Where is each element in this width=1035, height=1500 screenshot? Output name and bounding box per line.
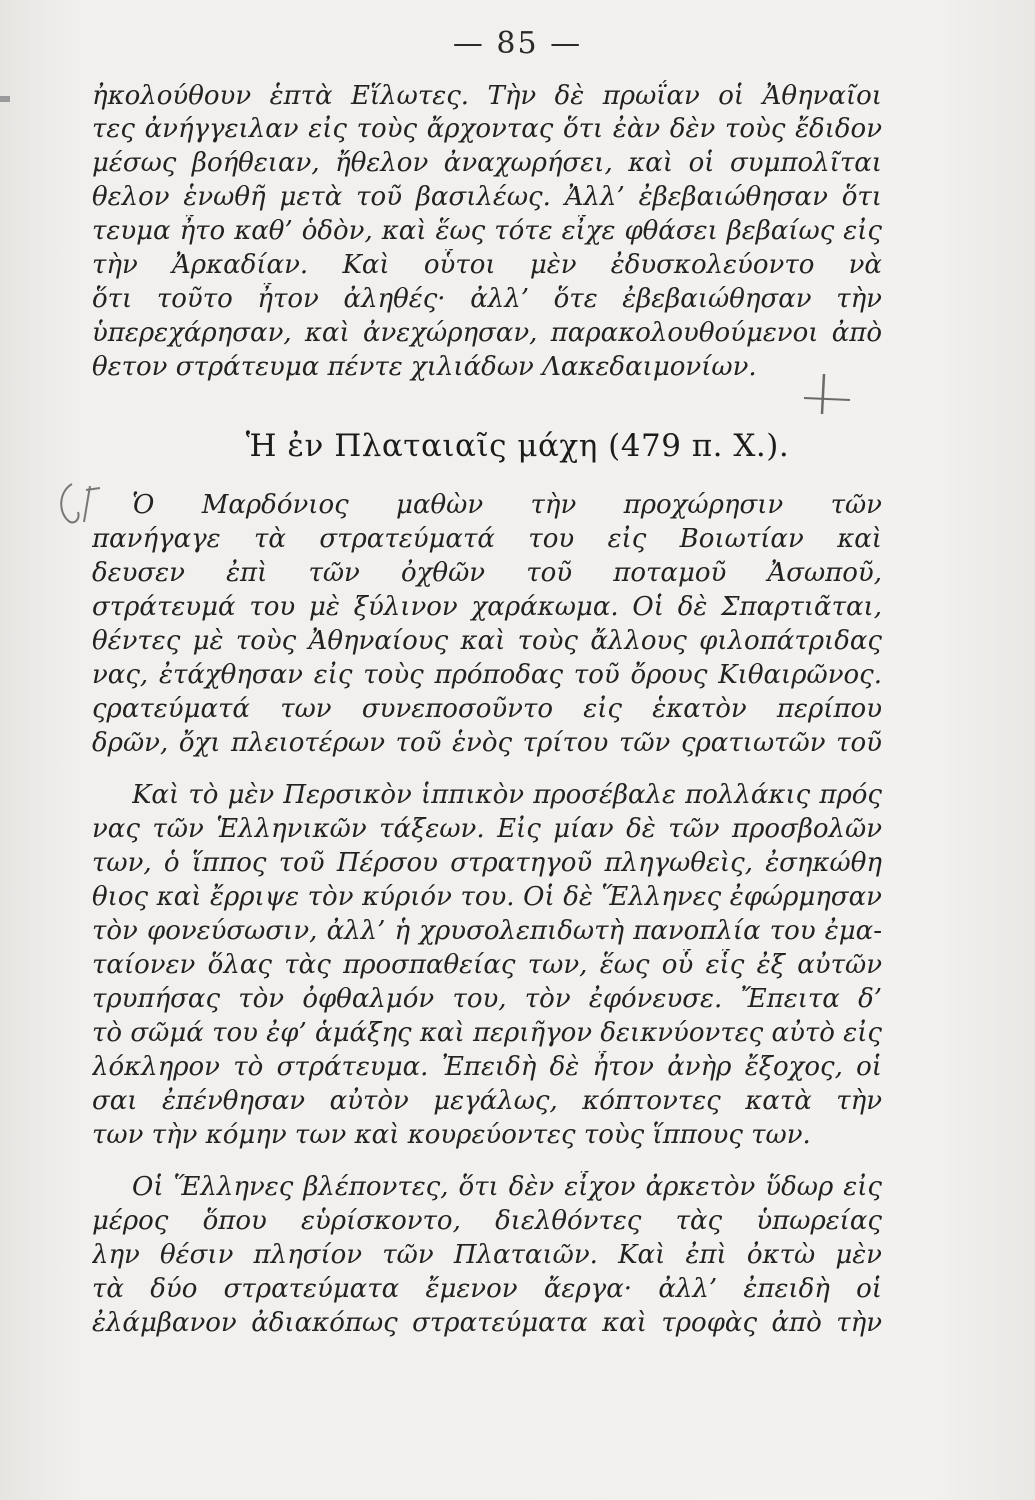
text-line: θελον ἑνωθῆ μετὰ τοῦ βασιλέως. Ἀλλ’ ἐβεβαιώθησαν ὅτι [92,182,882,212]
text-line: τες ἀνήγγειλαν εἰς τοὺς ἄρχοντας ὅτι ἐὰν δὲν τοὺς ἔδιδον [92,114,882,144]
text-line: τὰ δύο στρατεύματα ἔμενον ἄεργα· ἀλλ’ ἐπειδὴ οἱ [92,1274,882,1304]
text-line: τὸ σῶμά του ἐφ’ ἁμάξης καὶ περιῆγον δεικνύοντες αὐτὸ εἰς [92,1018,882,1048]
text-line: τρυπήσας τὸν ὀφθαλμόν του, τὸν ἐφόνευσε. Ἔπειτα δ’ [92,984,882,1014]
text-line: θέντες μὲ τοὺς Ἀθηναίους καὶ τοὺς ἄλλους φιλοπάτριδας [92,626,882,656]
handwritten-margin-mark [52,478,112,528]
text-line: ὑπερεχάρησαν, καὶ ἀνεχώρησαν, παρακολουθούμενοι ἀπὸ [92,318,882,348]
section-title: Ἡ ἐν Πλαταιαῖς μάχη (479 π. Χ.). [245,428,790,464]
text-line: Καὶ τὸ μὲν Περσικὸν ἱππικὸν προσέβαλε πολλάκις πρός [132,780,882,810]
text-line: στράτευμά του μὲ ξύλινον χαράκωμα. Οἱ δὲ Σπαρτιᾶται, [92,592,882,622]
text-line: Ὁ Μαρδόνιος μαθὼν τὴν προχώρησιν τῶν [132,490,882,520]
text-line: των τὴν κόμην των καὶ κουρεύοντες τοὺς ἵππους των. [92,1120,811,1150]
text-line: δευσεν ἐπὶ τῶν ὀχθῶν τοῦ ποταμοῦ Ἀσωποῦ, [92,558,882,588]
text-line: λην θέσιν πλησίον τῶν Πλαταιῶν. Καὶ ἐπὶ ὀκτὼ μὲν [92,1240,882,1270]
text-line: τὸν φονεύσωσιν, ἀλλ’ ἡ χρυσολεπιδωτὴ πανοπλία του ἐμα- [92,916,882,946]
text-line: ςρατεύματά των συνεποσοῦντο εἰς ἑκατὸν περίπου [92,694,882,724]
text-line: μέσως βοήθειαν, ἤθελον ἀναχωρήσει, καὶ οἱ συμπολῖται [92,148,882,178]
text-line: ἐλάμβανον ἀδιακόπως στρατεύματα καὶ τροφὰς ἀπὸ τὴν [92,1308,882,1338]
pencil-cross-mark [800,368,860,416]
text-line: ἠκολούθουν ἑπτὰ Εἵλωτες. Τὴν δὲ πρωΐαν οἱ Ἀθηναῖοι [92,81,882,111]
text-line: πανήγαγε τὰ στρατεύματά του εἰς Βοιωτίαν καὶ [92,524,882,554]
text-line: μέρος ὅπου εὑρίσκοντο, διελθόντες τὰς ὑπωρείας [92,1206,882,1236]
text-line: ὅτι τοῦτο ἦτον ἀληθές· ἀλλ’ ὅτε ἐβεβαιώθησαν τὴν [92,284,882,314]
text-line: Οἱ Ἕλληνες βλέποντες, ὅτι δὲν εἶχον ἀρκετὸν ὕδωρ εἰς [132,1172,882,1202]
text-line: τὴν Ἀρκαδίαν. Καὶ οὗτοι μὲν ἐδυσκολεύοντο νὰ [92,250,882,280]
text-line: δρῶν, ὄχι πλειοτέρων τοῦ ἑνὸς τρίτου τῶν ςρατιωτῶν τοῦ [92,728,882,758]
text-line: ταίονεν ὅλας τὰς προσπαθείας των, ἕως οὗ εἷς ἐξ αὐτῶν [92,950,882,980]
text-line: νας τῶν Ἑλληνικῶν τάξεων. Εἰς μίαν δὲ τῶν προσβολῶν [92,814,882,844]
text-line: νας, ἐτάχθησαν εἰς τοὺς πρόποδας τοῦ ὄρους Κιθαιρῶνος. [92,660,882,690]
text-line: σαι ἐπένθησαν αὐτὸν μεγάλως, κόπτοντες κατὰ τὴν [92,1086,882,1116]
text-line: των, ὁ ἵππος τοῦ Πέρσου στρατηγοῦ πληγωθεὶς, ἐσηκώθη [92,848,882,878]
page-number: — 85 — [452,26,583,61]
text-line: θιος καὶ ἔρριψε τὸν κύριόν του. Οἱ δὲ Ἕλληνες ἐφώρμησαν [92,882,882,912]
text-line: τευμα ἦτο καθ’ ὁδὸν, καὶ ἕως τότε εἶχε φθάσει βεβαίως εἰς [92,216,882,246]
page-edge-mark [0,96,10,102]
text-line: λόκληρον τὸ στράτευμα. Ἐπειδὴ δὲ ἦτον ἀνὴρ ἔξοχος, οἱ [92,1052,882,1082]
text-line: θετον στράτευμα πέντε χιλιάδων Λακεδαιμονίων. [92,352,757,382]
